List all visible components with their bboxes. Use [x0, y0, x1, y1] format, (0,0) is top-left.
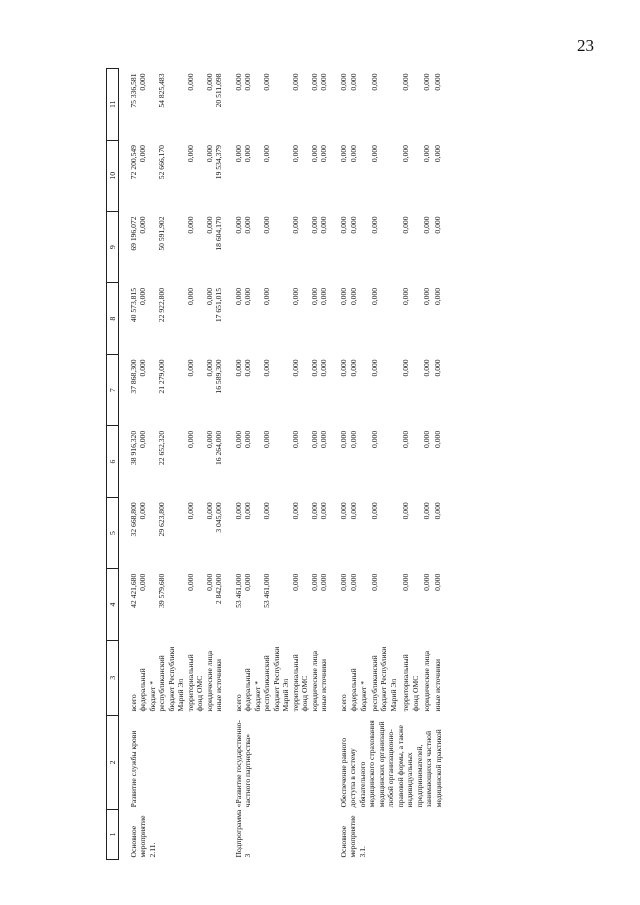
- amount-cell: 0,000: [369, 502, 379, 520]
- header-cell: 9: [107, 211, 119, 282]
- amount-cell: 0,000: [290, 430, 300, 448]
- amount-cell: 0,000: [319, 430, 329, 448]
- amount-cell: 0,000: [349, 502, 359, 520]
- funding-source-label: республиканский бюджет Республики Марий Эл: [369, 646, 398, 712]
- amount-cell: 0,000: [233, 73, 243, 91]
- header-row: [107, 69, 119, 860]
- amount-cell: 0,000: [185, 502, 195, 520]
- funding-source-label: иные источники: [214, 659, 224, 712]
- amount-cell: 0,000: [138, 287, 148, 306]
- amount-cell: 0,000: [233, 502, 243, 520]
- amount-cell: 0,000: [243, 573, 253, 591]
- amount-cell: 0,000: [138, 145, 148, 163]
- header-cell: 4: [107, 569, 119, 640]
- amount-cell: 0,000: [369, 359, 379, 377]
- amount-cell: 42 421,680: [129, 573, 138, 608]
- amount-cell: 0,000: [432, 359, 442, 377]
- amount-cell: 0,000: [319, 287, 329, 306]
- amount-cell: 0,000: [204, 73, 214, 91]
- amount-cell: 75 336,581: [129, 73, 138, 108]
- amount-cell: 0,000: [243, 430, 253, 448]
- amount-cell: 0,000: [349, 430, 359, 448]
- amount-cell: 37 868,300: [129, 359, 138, 394]
- funding-source-label: юридические лица: [204, 650, 214, 712]
- amount-cell: 0,000: [204, 359, 214, 377]
- amount-cell: 0,000: [319, 359, 329, 377]
- amount-cell: 0,000: [290, 573, 300, 591]
- amount-cell: 0,000: [138, 502, 148, 520]
- amount-cell: 0,000: [369, 145, 379, 163]
- header-cell: 5: [107, 497, 119, 568]
- amount-cell: 0,000: [243, 145, 253, 163]
- amount-cell: 0,000: [401, 573, 411, 591]
- amount-cell: 0,000: [243, 502, 253, 520]
- activity-name: «Развитие государственно-частного партнерства»: [233, 720, 253, 808]
- amount-cell: 0,000: [369, 430, 379, 448]
- page-number: 23: [577, 36, 594, 55]
- amount-cell: 0,000: [262, 502, 272, 520]
- amount-cell: 0,000: [138, 73, 148, 91]
- amount-cell: 69 196,072: [129, 216, 138, 251]
- funding-source-label: республиканский бюджет Республики Марий Эл: [262, 646, 291, 712]
- amount-cell: 0,000: [243, 287, 253, 306]
- amount-cell: 0,000: [432, 430, 442, 448]
- amount-cell: 0,000: [349, 216, 359, 234]
- amount-cell: 0,000: [401, 145, 411, 163]
- amount-cell: 0,000: [422, 145, 432, 163]
- funding-source-label: федеральный бюджет *: [138, 668, 157, 712]
- amount-cell: 0,000: [185, 359, 195, 377]
- amount-cell: 20 511,098: [214, 73, 224, 108]
- amount-cell: 17 651,015: [214, 287, 224, 323]
- amount-cell: 0,000: [401, 502, 411, 520]
- amount-cell: 0,000: [262, 359, 272, 377]
- funding-source-label: республиканский бюджет Республики Марий Эл: [157, 646, 186, 712]
- amount-cell: 0,000: [349, 573, 359, 591]
- amount-cell: 0,000: [204, 216, 214, 234]
- amount-cell: 0,000: [338, 287, 348, 306]
- amount-cell: 0,000: [422, 216, 432, 234]
- funding-source-label: федеральный бюджет *: [243, 668, 262, 712]
- amount-cell: 0,000: [309, 359, 319, 377]
- rotated-table-wrapper: [106, 68, 596, 860]
- table-row: [234, 69, 243, 860]
- amount-cell: 0,000: [185, 430, 195, 448]
- amount-cell: 0,000: [185, 216, 195, 234]
- amount-cell: 0,000: [233, 359, 243, 377]
- amount-cell: 0,000: [290, 145, 300, 163]
- amount-cell: 0,000: [338, 502, 348, 520]
- amount-cell: 0,000: [185, 145, 195, 163]
- amount-cell: 0,000: [401, 287, 411, 306]
- activity-name: Развитие службы крови: [129, 730, 138, 808]
- amount-cell: 22 922,800: [157, 287, 167, 323]
- table-row: [129, 69, 138, 860]
- amount-cell: 0,000: [401, 73, 411, 91]
- header-cell: 6: [107, 426, 119, 497]
- amount-cell: 38 916,320: [129, 430, 138, 466]
- amount-cell: 0,000: [349, 145, 359, 163]
- amount-cell: 50 591,902: [157, 216, 167, 251]
- amount-cell: 0,000: [309, 573, 319, 591]
- amount-cell: 0,000: [290, 216, 300, 234]
- section-spacer: [224, 69, 234, 860]
- amount-cell: 0,000: [204, 573, 214, 591]
- amount-cell: 54 825,483: [157, 73, 167, 108]
- header-cell: 2: [107, 715, 119, 809]
- amount-cell: 0,000: [338, 216, 348, 234]
- amount-cell: 0,000: [422, 502, 432, 520]
- activity-code: Подпрограмма 3: [233, 809, 253, 858]
- amount-cell: 0,000: [204, 145, 214, 163]
- amount-cell: 0,000: [369, 216, 379, 234]
- amount-cell: 0,000: [338, 145, 348, 163]
- amount-cell: 0,000: [262, 287, 272, 306]
- amount-cell: 0,000: [262, 73, 272, 91]
- funding-source-label: территориальный фонд ОМС: [185, 654, 205, 712]
- amount-cell: 0,000: [309, 216, 319, 234]
- amount-cell: 0,000: [432, 573, 442, 591]
- amount-cell: 0,000: [204, 502, 214, 520]
- funding-source-label: территориальный фонд ОМС: [290, 654, 310, 712]
- amount-cell: 18 604,170: [214, 216, 224, 251]
- funding-source-label: юридические лица: [309, 650, 319, 712]
- amount-cell: 0,000: [243, 359, 253, 377]
- amount-cell: 2 842,000: [214, 573, 224, 605]
- amount-cell: 29 623,800: [157, 502, 167, 537]
- table-body: [119, 69, 444, 860]
- amount-cell: 0,000: [185, 73, 195, 91]
- amount-cell: 0,000: [319, 216, 329, 234]
- header-cell: 10: [107, 140, 119, 211]
- funding-source-label: всего: [338, 694, 348, 712]
- amount-cell: 52 666,170: [157, 145, 167, 180]
- amount-cell: 0,000: [309, 430, 319, 448]
- amount-cell: 0,000: [338, 573, 348, 591]
- amount-cell: 0,000: [319, 573, 329, 591]
- funding-source-label: иные источники: [432, 659, 442, 712]
- activity-code: Основное мероприятие 3.1.: [338, 815, 367, 858]
- amount-cell: 0,000: [138, 430, 148, 448]
- amount-cell: 0,000: [233, 145, 243, 163]
- amount-cell: 0,000: [422, 359, 432, 377]
- amount-cell: 0,000: [138, 573, 148, 591]
- amount-cell: 0,000: [309, 502, 319, 520]
- amount-cell: 0,000: [204, 430, 214, 448]
- amount-cell: 0,000: [319, 502, 329, 520]
- amount-cell: 0,000: [432, 73, 442, 91]
- amount-cell: 39 579,680: [157, 573, 167, 608]
- amount-cell: 0,000: [349, 359, 359, 377]
- header-cell: 7: [107, 354, 119, 425]
- amount-cell: 0,000: [138, 359, 148, 377]
- amount-cell: 0,000: [349, 287, 359, 306]
- amount-cell: 0,000: [233, 430, 243, 448]
- amount-cell: 21 279,000: [157, 359, 167, 394]
- amount-cell: 0,000: [422, 430, 432, 448]
- amount-cell: 40 573,815: [129, 287, 138, 323]
- header-cell: 3: [107, 640, 119, 715]
- amount-cell: 19 534,379: [214, 145, 224, 180]
- amount-cell: 72 200,549: [129, 145, 138, 180]
- section-spacer: [119, 69, 130, 860]
- amount-cell: 0,000: [349, 73, 359, 91]
- amount-cell: 0,000: [290, 73, 300, 91]
- amount-cell: 32 668,800: [129, 502, 138, 537]
- amount-cell: 0,000: [290, 502, 300, 520]
- amount-cell: 0,000: [432, 216, 442, 234]
- amount-cell: 53 461,000: [233, 573, 243, 608]
- amount-cell: 0,000: [309, 73, 319, 91]
- amount-cell: 16 264,000: [214, 430, 224, 466]
- funding-source-label: юридические лица: [422, 650, 432, 712]
- amount-cell: 0,000: [369, 73, 379, 91]
- section-spacer: [329, 69, 339, 860]
- amount-cell: 0,000: [338, 359, 348, 377]
- amount-cell: 0,000: [422, 573, 432, 591]
- activity-name: Обеспечение равного доступа в систему обязательного медицинского страхования медицинских организаций любой организационно-правовой формы, а также индивидуальных предпринимателей, занимающихся частной медицинской практикой: [338, 720, 443, 808]
- amount-cell: 0,000: [233, 216, 243, 234]
- amount-cell: 0,000: [401, 216, 411, 234]
- amount-cell: 0,000: [233, 287, 243, 306]
- amount-cell: 0,000: [369, 287, 379, 306]
- table-row: [339, 69, 349, 860]
- amount-cell: 0,000: [309, 287, 319, 306]
- amount-cell: 0,000: [422, 73, 432, 91]
- header-cell: 1: [107, 809, 119, 859]
- amount-cell: 0,000: [138, 216, 148, 234]
- funding-source-label: всего: [129, 694, 138, 712]
- budget-table: [106, 68, 443, 860]
- header-cell: 8: [107, 283, 119, 354]
- funding-source-label: иные источники: [319, 659, 329, 712]
- amount-cell: 0,000: [262, 430, 272, 448]
- amount-cell: 0,000: [401, 430, 411, 448]
- funding-source-label: всего: [233, 694, 243, 712]
- amount-cell: 0,000: [432, 502, 442, 520]
- amount-cell: 0,000: [262, 216, 272, 234]
- amount-cell: 16 589,300: [214, 359, 224, 394]
- amount-cell: 0,000: [369, 573, 379, 591]
- header-cell: 11: [107, 69, 119, 141]
- amount-cell: 22 652,320: [157, 430, 167, 466]
- amount-cell: 0,000: [185, 287, 195, 306]
- amount-cell: 0,000: [401, 359, 411, 377]
- amount-cell: 0,000: [338, 430, 348, 448]
- amount-cell: 0,000: [243, 216, 253, 234]
- funding-source-label: федеральный бюджет *: [349, 668, 368, 712]
- amount-cell: 0,000: [185, 573, 195, 591]
- amount-cell: 0,000: [243, 73, 253, 91]
- amount-cell: 0,000: [290, 359, 300, 377]
- amount-cell: 0,000: [432, 287, 442, 306]
- funding-source-label: территориальный фонд ОМС: [401, 654, 420, 712]
- amount-cell: 0,000: [422, 287, 432, 306]
- amount-cell: 0,000: [319, 145, 329, 163]
- amount-cell: 0,000: [262, 145, 272, 163]
- activity-code: Основное мероприятие 2.11.: [129, 815, 157, 858]
- amount-cell: 0,000: [204, 287, 214, 306]
- amount-cell: 0,000: [338, 73, 348, 91]
- amount-cell: 53 461,000: [262, 573, 272, 608]
- amount-cell: 0,000: [309, 145, 319, 163]
- amount-cell: 3 045,000: [214, 502, 224, 533]
- amount-cell: 0,000: [432, 145, 442, 163]
- amount-cell: 0,000: [319, 73, 329, 91]
- amount-cell: 0,000: [290, 287, 300, 306]
